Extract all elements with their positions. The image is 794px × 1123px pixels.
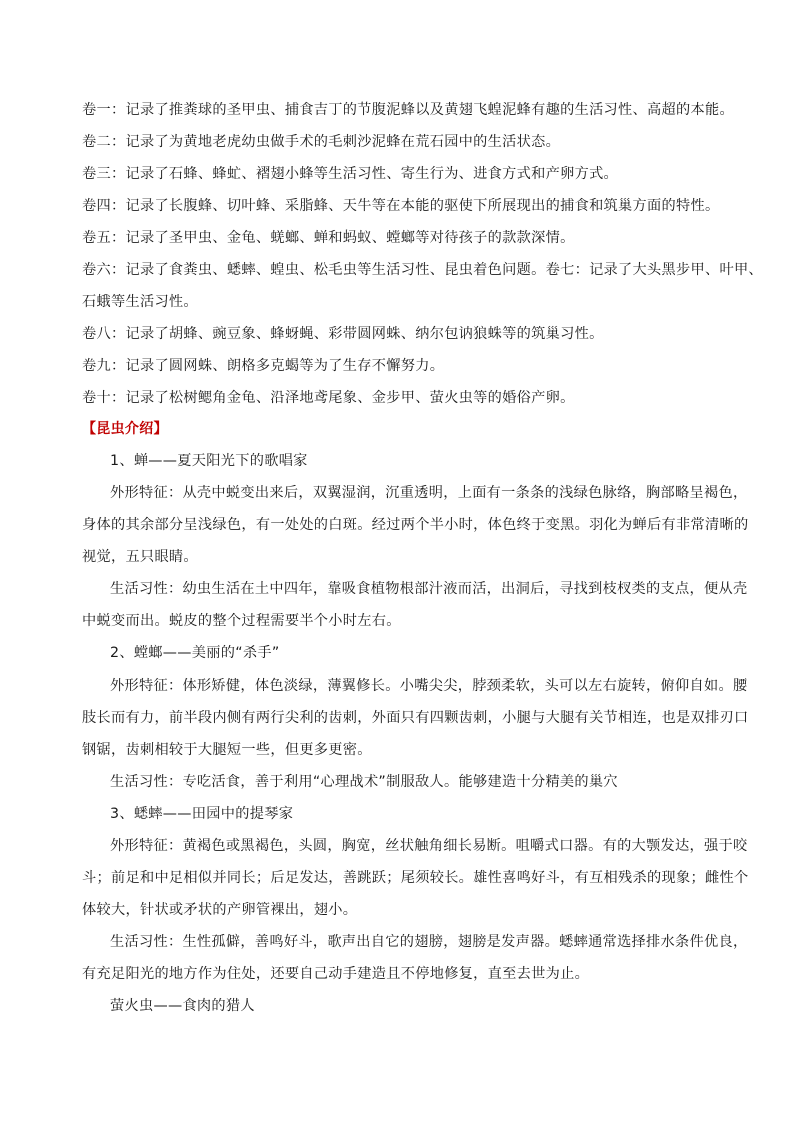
volume-1: 卷一：记录了推粪球的圣甲虫、捕食吉丁的节腹泥蜂以及黄翅飞蝗泥蜂有趣的生活习性、高超的本能。 — [82, 102, 734, 118]
insect-heading-mantis: 2、螳螂——美丽的“杀手” — [110, 645, 280, 661]
cricket-appearance: 外形特征：黄褐色或黑褐色，头圆，胸宽，丝状触角细长易断。咀嚼式口器。有的大颚发达，强于咬 — [110, 838, 748, 854]
insect-heading-cricket: 3、蟋蟀——田园中的提琴家 — [110, 806, 294, 822]
cricket-appearance-cont: 斗；前足和中足相似并同长；后足发达，善跳跃；尾须较长。雄性喜鸣好斗，有互相残杀的现象；雌性个 — [82, 870, 749, 886]
volume-6-7: 卷六：记录了食粪虫、蟋蟀、蝗虫、松毛虫等生活习性、昆虫着色问题。卷七：记录了大头黑步甲、叶甲、 — [82, 262, 763, 278]
volume-5: 卷五：记录了圣甲虫、金龟、蜣螂、蝉和蚂蚁、螳螂等对待孩子的款款深情。 — [82, 230, 575, 246]
mantis-appearance-cont: 肢长而有力，前半段内侧有两行尖利的齿刺，外面只有四颗齿刺，小腿与大腿有关节相连，也是双排刃口 — [82, 710, 749, 726]
insect-heading-cicada: 1、蝉——夏天阳光下的歌唱家 — [110, 453, 308, 469]
cricket-habits-cont: 有充足阳光的地方作为住处，还要自己动手建造且不停地修复，直至去世为止。 — [82, 966, 590, 982]
volume-7-cont: 石蛾等生活习性。 — [82, 294, 198, 310]
section-title: 【昆虫介绍】 — [82, 421, 168, 437]
cicada-appearance-cont: 身体的其余部分呈浅绿色，有一处处的白斑。经过两个半小时，体色终于变黑。羽化为蝉后有非常清晰的 — [82, 517, 749, 533]
volume-3: 卷三：记录了石蜂、蜂虻、褶翅小蜂等生活习性、寄生行为、进食方式和产卵方式。 — [82, 166, 619, 182]
cicada-appearance-end: 视觉，五只眼睛。 — [82, 549, 198, 565]
insect-heading-firefly: 萤火虫——食肉的猎人 — [110, 998, 255, 1014]
cricket-appearance-end: 体较大，针状或矛状的产卵管裸出，翅小。 — [82, 902, 358, 918]
mantis-appearance: 外形特征：体形矫健，体色淡绿，薄翼修长。小嘴尖尖，脖颈柔软，头可以左右旋转，俯仰自如。腰 — [110, 678, 748, 694]
cricket-habits: 生活习性：生性孤僻，善鸣好斗，歌声出自它的翅膀，翅膀是发声器。蟋蟀通常选择排水条件优良， — [110, 934, 748, 950]
cicada-habits: 生活习性：幼虫生活在土中四年，靠吸食植物根部汁液而活，出洞后，寻找到枝杈类的支点，便从壳 — [110, 581, 748, 597]
volume-10: 卷十：记录了松树鳃角金龟、沿泽地鸢尾象、金步甲、萤火虫等的婚俗产卵。 — [82, 390, 575, 406]
mantis-appearance-end: 钢锯，齿刺相较于大腿短一些，但更多更密。 — [82, 742, 372, 758]
mantis-habits: 生活习性：专吃活食，善于利用“心理战术”制服敌人。能够建造十分精美的巢穴 — [110, 774, 618, 790]
volume-4: 卷四：记录了长腹蜂、切叶蜂、采脂蜂、天牛等在本能的驱使下所展现出的捕食和筑巢方面的特性。 — [82, 198, 720, 214]
cicada-appearance: 外形特征：从壳中蜕变出来后，双翼湿润，沉重透明，上面有一条条的浅绿色脉络，胸部略呈褐色， — [110, 485, 748, 501]
volume-8: 卷八：记录了胡蜂、豌豆象、蜂蚜蝇、彩带圆网蛛、纳尔包讷狼蛛等的筑巢习性。 — [82, 326, 604, 342]
cicada-habits-cont: 中蜕变而出。蜕皮的整个过程需要半个小时左右。 — [82, 613, 401, 629]
volume-9: 卷九：记录了圆网蛛、朗格多克蝎等为了生存不懈努力。 — [82, 358, 445, 374]
volume-2: 卷二：记录了为黄地老虎幼虫做手术的毛刺沙泥蜂在荒石园中的生活状态。 — [82, 134, 561, 150]
